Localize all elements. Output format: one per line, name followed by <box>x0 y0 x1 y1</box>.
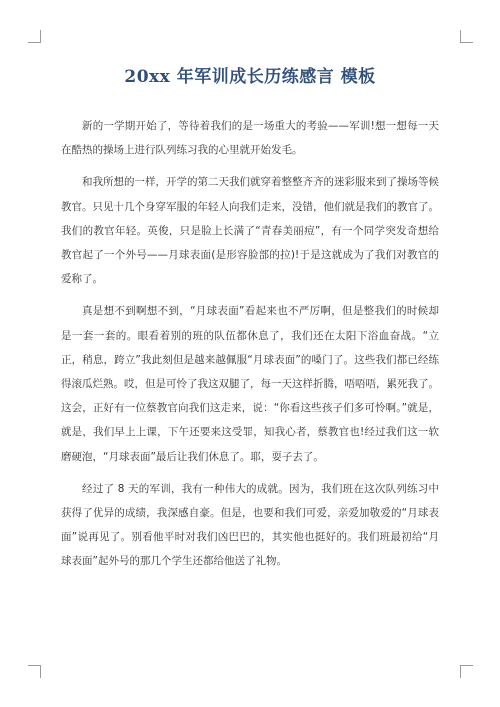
page-corner-mark-bottom-right <box>460 665 473 678</box>
paragraph-3: 真是想不到啊想不到，“月球表面”看起来也不严厉啊，但是整我们的时候却是一套一套的。眼看着别的班的队伍都休息了，我们还在太阳下浴血奋战。“立正，稍息，跨立”我此刻但是越来越佩服“月球表面”的嗓门了。这些我们都已经练得滚瓜烂熟。哎，但是可怜了我这双腿了，每一天这样折腾，唔唔唔，累死我了。这会，正好有一位蔡教官向我们这走来，说：“你看这些孩子们多可怜啊。”就是，就是，我们早上上课，下午还要来这受罪，知我心者，蔡教官也!经过我们这一软磨硬泡，“月球表面”最后让我们休息了。耶，耍子去了。 <box>61 305 439 463</box>
paragraph-4: 经过了 8 天的军训，我有一种伟大的成就。因为，我们班在这次队列练习中获得了优异的成绩，我深感自豪。但是，也要和我们可爱，亲爱加敬爱的“月球表面”说再见了。别看他平时对我们凶巴巴的，其实他也挺好的。我们班最初给“月球表面”起外号的那几个学生还都给他送了礼物。 <box>61 482 439 568</box>
page-corner-mark-top-right <box>460 30 473 43</box>
document-title: 20xx 年军训成长历练感言 模板 <box>124 67 376 87</box>
page-corner-mark-bottom-left <box>28 665 41 678</box>
document-body <box>61 114 439 574</box>
paragraph-1: 新的一学期开始了，等待着我们的是一场重大的考验——军训!想一想每一天在酷热的操场上进行队列练习我的心里就开始发毛。 <box>61 120 439 157</box>
page-corner-mark-top-left <box>28 30 41 43</box>
paragraph-2: 和我所想的一样，开学的第二天我们就穿着整整齐齐的迷彩服来到了操场等候教官。只见十几个身穿军服的年轻人向我们走来，没错，他们就是我们的教官了。我们的教官年轻。英俊，只是脸上长满了“青春美丽痘”，有一个同学突发奇想给教官起了一个外号——月球表面(是形容脸部的拉)!于是这就成为了我们对教官的爱称了。 <box>61 176 439 286</box>
